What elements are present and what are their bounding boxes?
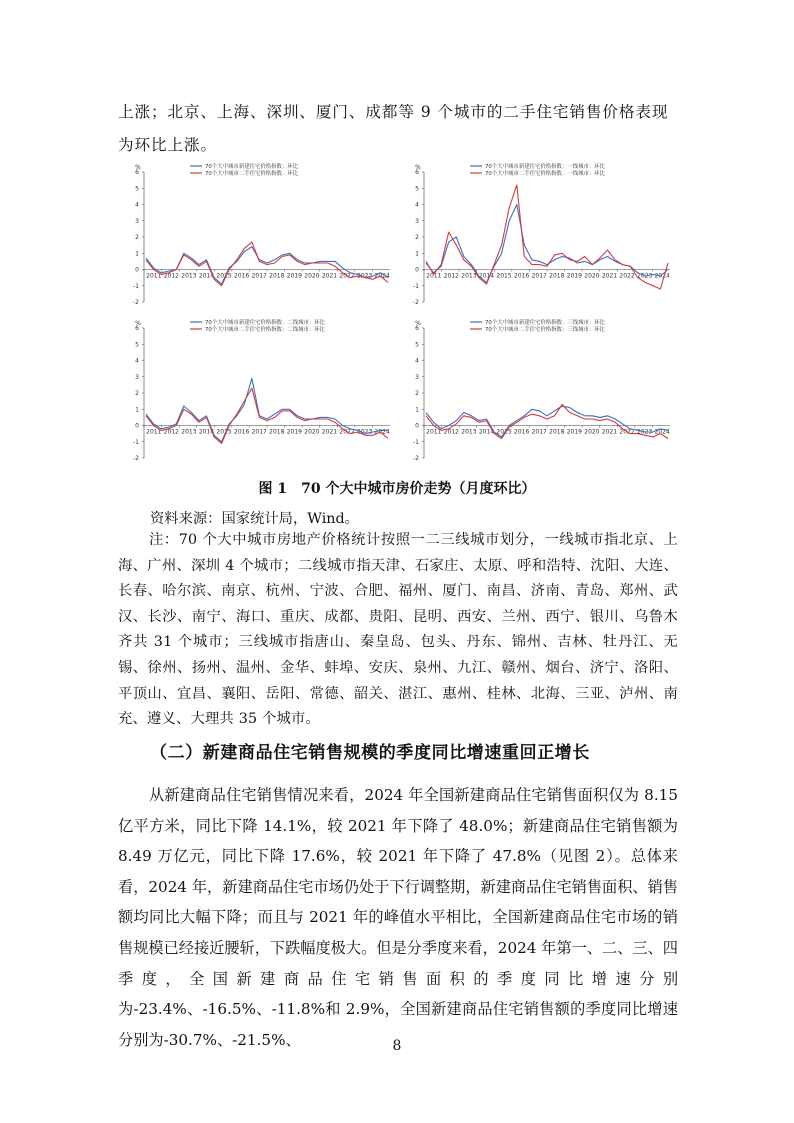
y-tick-label: -1 xyxy=(133,282,139,290)
y-tick-label: 1 xyxy=(135,250,139,258)
x-tick-label: 2023 xyxy=(357,272,373,280)
x-tick-label: 2017 xyxy=(251,428,267,436)
y-tick-label: 0 xyxy=(135,266,139,274)
chart-70-cities xyxy=(118,158,398,314)
x-tick-label: 2013 xyxy=(461,428,477,436)
figure-source: 资料来源：国家统计局，Wind。 xyxy=(150,511,359,527)
x-tick-label: 2021 xyxy=(321,428,338,436)
x-tick-label: 2016 xyxy=(234,428,250,436)
x-tick-label: 2012 xyxy=(163,272,179,280)
y-tick-label: 4 xyxy=(415,201,419,209)
chart-svg xyxy=(118,314,398,470)
y-tick-label: 5 xyxy=(135,185,139,193)
y-tick-label: 4 xyxy=(135,201,139,209)
y-tick-label: 1 xyxy=(415,250,419,258)
body-paragraph: 从新建商品住宅销售情况来看，2024 年全国新建商品住宅销售面积仅为 8.15 亿平方米，同比下降 14.1%，较 2021 年下降了 48.0%；新建商品住宅销售额为 8.49 万亿元，同比下降 17.6%，较 2021 年下降了 47.8%（见图 2）。总体来看，2024 年，新建商品住宅市场仍处于下行调整期，新建商品住宅销售面积、销售额均同比大幅下降；而且与 2021 年的峰值水平相比，全国新建商品住宅市场的销售规模已经接近腰斩，下跌幅度极大。但是分季度来看，2024 年第一、二、三、四季度，全国新建商品住宅销售面积的季度同比增速分别为-23.4%、-16.5%、-11.8%和 2.9%，全国新建商品住宅销售额的季度同比增速分别为-30.7%、-21.5%、 xyxy=(118,786,678,1049)
chart-tier1-cities xyxy=(398,158,678,314)
x-tick-label: 2024 xyxy=(654,428,670,436)
y-tick-label: 4 xyxy=(415,357,419,365)
x-tick-label: 2022 xyxy=(339,272,355,280)
x-tick-label: 2023 xyxy=(637,272,653,280)
y-tick-label: 2 xyxy=(135,234,139,241)
x-tick-label: 2013 xyxy=(181,428,197,436)
x-tick-label: 2015 xyxy=(496,272,512,280)
x-tick-label: 2022 xyxy=(339,428,355,436)
x-tick-label: 2016 xyxy=(514,428,530,436)
x-tick-label: 2019 xyxy=(566,428,582,436)
y-tick-label: 2 xyxy=(415,390,419,397)
legend-label: 70个大中城市二手住宅价格指数：一线城市：环比 xyxy=(485,171,606,177)
y-tick-label: 5 xyxy=(415,185,419,193)
legend-label: 70个大中城市新建住宅价格指数：三线城市：环比 xyxy=(485,320,606,326)
figure-note: 注：70 个大中城市房地产价格统计按照一二三线城市划分，一线城市指北京、上海、广州、深圳 4 个城市；二线城市指天津、石家庄、太原、呼和浩特、沈阳、大连、长春、哈尔滨、南京、杭州、宁波、合肥、福州、厦门、南昌、济南、青岛、郑州、武汉、长沙、南宁、海口、重庆、成都、贵阳、昆明、西安、兰州、西宁、银川、乌鲁木齐共 31 个城市；三线城市指唐山、秦皇岛、包头、丹东、锦州、吉林、牡丹江、无锡、徐州、扬州、温州、金华、蚌埠、安庆、泉州、九江、赣州、烟台、济宁、洛阳、平顶山、宜昌、襄阳、岳阳、常德、韶关、湛江、惠州、桂林、北海、三亚、泸州、南充、遵义、大理共 35 个城市。 xyxy=(118,532,678,728)
x-tick-label: 2014 xyxy=(198,272,215,280)
chart-tier2-cities xyxy=(118,314,398,470)
x-tick-label: 2020 xyxy=(584,272,600,280)
x-tick-label: 2020 xyxy=(304,428,320,436)
y-tick-label: 6 xyxy=(415,325,419,332)
x-tick-label: 2016 xyxy=(514,272,530,280)
x-tick-label: 2020 xyxy=(304,272,320,280)
legend-label: 70个大中城市新建住宅价格指数：环比 xyxy=(205,164,299,170)
y-tick-label: 3 xyxy=(135,373,139,381)
y-tick-label: 6 xyxy=(415,169,419,176)
x-tick-label: 2011 xyxy=(426,428,442,436)
x-tick-label: 2022 xyxy=(619,428,635,436)
y-tick-label: 0 xyxy=(415,266,419,274)
y-axis-unit: % xyxy=(415,164,421,171)
x-tick-label: 2015 xyxy=(216,428,232,436)
y-tick-label: 5 xyxy=(135,341,139,349)
y-tick-label: -2 xyxy=(133,299,139,306)
x-tick-label: 2016 xyxy=(234,272,250,280)
y-axis-unit: % xyxy=(135,320,141,327)
x-tick-label: 2018 xyxy=(269,272,285,280)
x-tick-label: 2023 xyxy=(357,428,373,436)
chart-svg xyxy=(398,158,678,314)
x-tick-label: 2012 xyxy=(443,428,459,436)
x-tick-label: 2018 xyxy=(549,428,565,436)
y-tick-label: -1 xyxy=(133,438,139,446)
x-tick-label: 2021 xyxy=(601,272,618,280)
chart-svg xyxy=(398,314,678,470)
y-tick-label: -1 xyxy=(413,438,419,446)
figure-70-cities-price-trend xyxy=(118,158,678,470)
x-tick-label: 2024 xyxy=(374,428,390,436)
y-tick-label: 3 xyxy=(135,217,139,225)
y-tick-label: 4 xyxy=(135,357,139,365)
x-tick-label: 2019 xyxy=(286,272,302,280)
x-tick-label: 2014 xyxy=(198,428,215,436)
legend-label: 70个大中城市二手住宅价格指数：二线城市：环比 xyxy=(205,327,326,333)
chart-tier3-cities xyxy=(398,314,678,470)
x-tick-label: 2024 xyxy=(654,272,670,280)
x-tick-label: 2014 xyxy=(478,272,495,280)
x-tick-label: 2019 xyxy=(566,272,582,280)
x-tick-label: 2018 xyxy=(269,428,285,436)
x-tick-label: 2018 xyxy=(549,272,565,280)
chart-svg xyxy=(118,158,398,314)
x-tick-label: 2011 xyxy=(426,272,442,280)
x-tick-label: 2012 xyxy=(163,428,179,436)
legend-label: 70个大中城市新建住宅价格指数：一线城市：环比 xyxy=(485,164,606,170)
y-tick-label: 2 xyxy=(415,234,419,241)
x-tick-label: 2017 xyxy=(531,428,547,436)
y-tick-label: 5 xyxy=(415,341,419,349)
y-tick-label: -1 xyxy=(413,282,419,290)
legend-label: 70个大中城市二手住宅价格指数：环比 xyxy=(205,171,299,177)
x-tick-label: 2011 xyxy=(146,428,162,436)
y-tick-label: -2 xyxy=(413,455,419,462)
legend-label: 70个大中城市新建住宅价格指数：二线城市：环比 xyxy=(205,320,326,326)
y-tick-label: 3 xyxy=(415,217,419,225)
y-axis-unit: % xyxy=(415,320,421,327)
y-tick-label: 0 xyxy=(415,422,419,430)
x-tick-label: 2017 xyxy=(531,272,547,280)
y-tick-label: 1 xyxy=(415,406,419,414)
top-paragraph: 上涨；北京、上海、深圳、厦门、成都等 9 个城市的二手住宅销售价格表现为环比上涨。 xyxy=(118,103,669,154)
x-tick-label: 2022 xyxy=(619,272,635,280)
page-number: 8 xyxy=(392,1038,402,1054)
x-tick-label: 2015 xyxy=(216,272,232,280)
y-tick-label: 1 xyxy=(135,406,139,414)
legend-label: 70个大中城市二手住宅价格指数：三线城市：环比 xyxy=(485,327,606,333)
x-tick-label: 2013 xyxy=(181,272,197,280)
x-tick-label: 2021 xyxy=(601,428,618,436)
x-tick-label: 2019 xyxy=(286,428,302,436)
y-tick-label: 3 xyxy=(415,373,419,381)
y-axis-unit: % xyxy=(135,164,141,171)
x-tick-label: 2020 xyxy=(584,428,600,436)
x-tick-label: 2015 xyxy=(496,428,512,436)
y-tick-label: 6 xyxy=(135,169,139,176)
x-tick-label: 2024 xyxy=(374,272,390,280)
x-tick-label: 2014 xyxy=(478,428,495,436)
y-tick-label: 6 xyxy=(135,325,139,332)
y-tick-label: -2 xyxy=(413,299,419,306)
x-tick-label: 2021 xyxy=(321,272,338,280)
y-tick-label: 2 xyxy=(135,390,139,397)
x-tick-label: 2013 xyxy=(461,272,477,280)
section-heading: （二）新建商品住宅销售规模的季度同比增速重回正增长 xyxy=(150,743,590,763)
figure-caption: 图 1 70 个大中城市房价走势（月度环比） xyxy=(258,481,536,497)
x-tick-label: 2012 xyxy=(443,272,459,280)
x-tick-label: 2023 xyxy=(637,428,653,436)
y-tick-label: 0 xyxy=(135,422,139,430)
x-tick-label: 2017 xyxy=(251,272,267,280)
y-tick-label: -2 xyxy=(133,455,139,462)
x-tick-label: 2011 xyxy=(146,272,162,280)
